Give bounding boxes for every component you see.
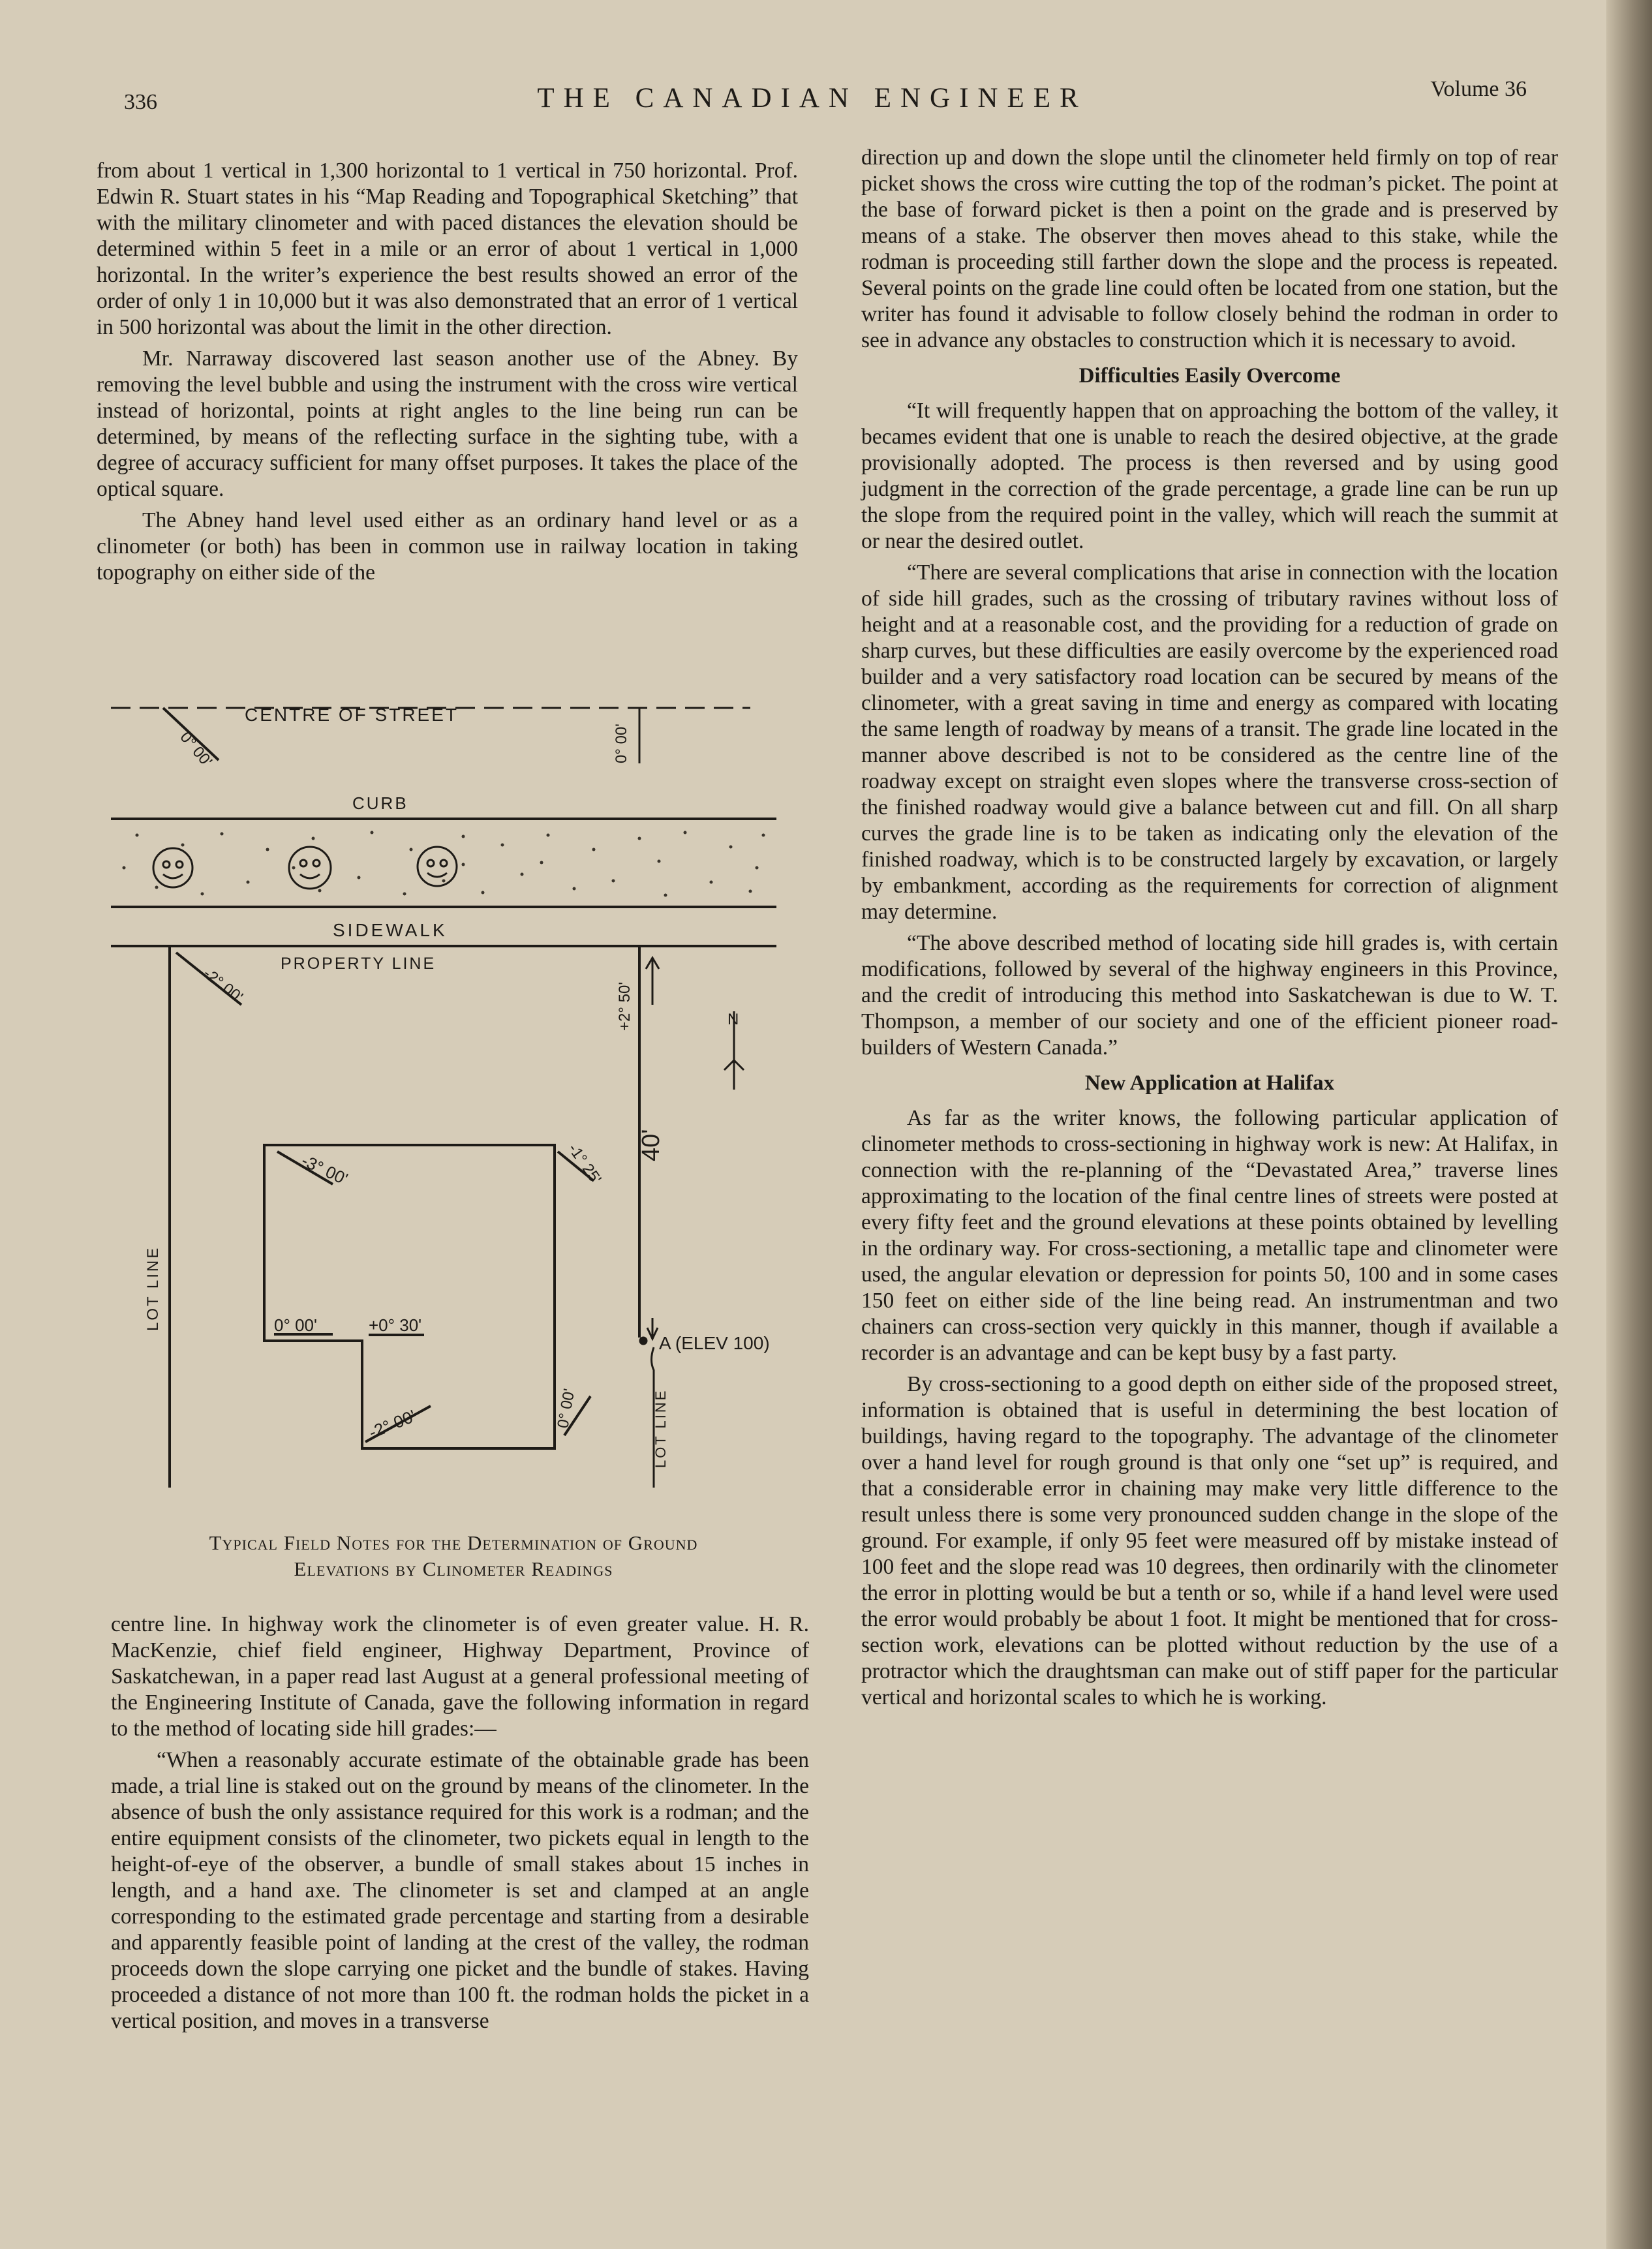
paragraph: The Abney hand level used either as an ordinary hand level or as a clinometer (or both) has been in common use in railway location in taking topography on either side of the [97, 508, 798, 585]
north-label: N [727, 1011, 739, 1028]
reading-building-mm: +0° 30' [369, 1315, 422, 1335]
left-column-bottom [111, 1612, 809, 2040]
right-column [861, 145, 1558, 1716]
centre-of-street-label: CENTRE OF STREET [245, 705, 459, 725]
boulevard-strip [111, 822, 776, 904]
paragraph: By cross-sectioning to a good depth on either side of the proposed street, information is obtained that is useful in determining the best location of buildings, having regard to the topography. The advantage of the clinometer over a hand level for rough ground is that only one “set up” is required, and that a considerable error in chaining may make very little difference to the result unless there is some very pronounced sudden change in the slope of the ground. For example, if only 95 feet were measured off by mistake instead of 100 feet and the slope read was 10 degrees, then ordinarily with the clinometer the error in plotting would be but a tenth or so, while if a hand level were used the error would probably be about 1 foot. It might be mentioned that for cross-section work, elevations can be plotted without reduction by the use of a protractor which the draughtsman can make out of stiff paper for the particular vertical and horizontal scales to which he is working. [861, 1372, 1558, 1709]
lot-line-left-label: LOT LINE [144, 1246, 162, 1331]
arrow-up-icon [646, 958, 659, 1005]
reading-street-right: 0° 00' [613, 724, 630, 763]
reading-street-left: 0° 00' [176, 728, 216, 771]
paragraph: “The above described method of locating side hill grades is, with certain modifications, followed by several of the highway engineers in this Province, and the credit of introducing this method into Saskatchewan is due to W. T. Thompson, a member of our society and one of the efficient pioneer road-builders of Western Canada.” [861, 931, 1558, 1060]
paragraph: “There are several complications that arise in connection with the location of side hill grades, such as the crossing of tributary ravines without loss of height and at a reasonable cost, and the providing for a reduction of grade on sharp curves, but these difficulties are easily overcome by the experienced road builder and a very satisfactory road location can be secured by means of the clinometer, with a great saving in time and energy as compared with locating the same length of roadway by means of a transit. The grade line located in the manner above described is not to be considered as the centre line of the roadway except on straight even slopes where the transverse cross-section of the finished roadway would give a balance between cut and fill. On all sharp curves the grade line is to be taken as indicating only the elevation of the finished roadway, which is to be constructed largely by excavation, or largely by embankment, according as the requirements for correction of alignment may determine. [861, 560, 1558, 924]
tree-symbols [153, 847, 457, 889]
field-notes-figure [98, 679, 816, 1599]
paragraph: As far as the writer knows, the following particular application of clinometer methods to cross-sectioning in highway work is new: At Halifax, in connection with the re-planning of the “Devastated Area,” traverse lines approximating to the location of the final centre lines of streets were posted at every fifty feet and the ground elevations at these points obtained by levelling in the ordinary way. For cross-sectioning, a metallic tape and clinometer were used, the angular elevation or depression for points 50, 100 and in some cases 150 feet on either side of the line being read. An instrumentman and two chainers can cross-section very quickly in this manner, though if available a recorder is an advantage and can be kept busy by a fast party. [861, 1106, 1558, 1365]
boulevard-stipple [123, 831, 765, 897]
left-column-top [97, 158, 798, 591]
page-number: 336 [124, 90, 157, 114]
caption-line: Typical Field Notes for the Determination of Ground [209, 1531, 698, 1554]
paragraph: centre line. In highway work the clinometer is of even greater value. H. R. MacKenzie, chief field engineer, Highway Department, Province of Saskatchewan, in a paper read last August at a general professional meeting of the Engineering Institute of Canada, gave the following information in regard to the method of locating side hill grades:— [111, 1612, 809, 1741]
reading-property-left: -2° 00' [200, 964, 247, 1007]
lot-line-right-label: LOT LINE [652, 1388, 669, 1468]
point-a-label: A (ELEV 100) [659, 1333, 770, 1353]
volume-label: Volume 36 [1430, 77, 1527, 101]
curb-label: CURB [352, 793, 408, 813]
paragraph: Mr. Narraway discovered last season another use of the Abney. By removing the level bubble and using the instrument with the cross wire vertical instead of horizontal, points at right angles to the line being run can be determined, by means of the reflecting surface in the sighting tube, with a degree of accuracy sufficient for many offset purposes. It takes the place of the optical square. [97, 346, 798, 501]
paragraph: from about 1 vertical in 1,300 horizontal to 1 vertical in 750 horizontal. Prof. Edwin R. Stuart states in his “Map Reading and Topographical Sketching” that with the military clinometer and with paced distances the elevation should be determined within 5 feet in a mile or an error of about 1 vertical in 1,000 horizontal. In the writer’s experience the best results showed an error of the order of only 1 in 10,000 but it was also demonstrated that an error of 1 vertical in 500 horizontal was about the limit in the other direction. [97, 159, 798, 339]
arrow-down-icon [647, 1318, 658, 1339]
point-a-marker [639, 1337, 647, 1345]
reading-building-tl: -3° 00' [298, 1150, 351, 1189]
page-header [98, 77, 1527, 123]
sidewalk-label: SIDEWALK [333, 920, 448, 940]
journal-title: THE CANADIAN ENGINEER [537, 83, 1088, 114]
reading-building-tr: -1° 25' [564, 1140, 605, 1187]
figure-caption [104, 1530, 803, 1582]
building-outline [264, 1145, 555, 1448]
caption-line: Elevations by Clinometer Readings [294, 1557, 613, 1580]
paragraph: direction up and down the slope until the clinometer held firmly on top of rear picket shows the cross wire cutting the top of the rodman’s picket. The point at the base of forward picket is then a point on the grade and is preserved by means of a stake. The observer then moves ahead to this stake, while the rodman is proceeding still farther down the slope and the process is repeated. Several points on the grade line could often be located from one station, but the writer has found it advisable to follow closely behind the rodman in order to see in advance any obstacles to construction which it is necessary to avoid. [861, 145, 1558, 352]
section-heading: Difficulties Easily Overcome [1078, 364, 1341, 388]
page-binding-edge [1606, 0, 1652, 2249]
field-notes-sketch [98, 679, 816, 1527]
reading-building-bl: -2° 00' [366, 1405, 419, 1443]
paragraph: “It will frequently happen that on approaching the bottom of the valley, it becames evident that one is unable to reach the desired objective, at the grade provisionally adopted. The process is then reversed and by using good judgment in the correction of the grade percentage, a grade line can be run up the slope from the required point in the valley, which will reach the summit at or near the desired outlet. [861, 399, 1558, 553]
section-heading: New Application at Halifax [1084, 1071, 1335, 1095]
paragraph: “When a reasonably accurate estimate of the obtainable grade has been made, a trial line is staked out on the ground by means of the clinometer. In the absence of bush the only assistance required for this work is a rodman; and the entire equipment consists of the clinometer, two pickets equal in length to the height-of-eye of the observer, a bundle of small stakes about 15 inches in length, and a hand axe. The clinometer is set and clamped at an angle corresponding to the estimated grade percentage and starting from a desirable and apparently feasible point of landing at the crest of the valley, the rodman proceeds down the slope carrying one picket and the bundle of stakes. Having proceeded a distance of not more than 100 ft. the rodman holds the picket in a vertical position, and moves in a transverse [111, 1748, 809, 2033]
distance-label: 40' [637, 1129, 665, 1161]
property-line-label: PROPERTY LINE [281, 955, 436, 973]
reading-building-br: 0° 00' [554, 1387, 579, 1430]
reading-property-right: +2° 50' [616, 982, 634, 1031]
reading-building-ml: 0° 00' [274, 1315, 317, 1335]
